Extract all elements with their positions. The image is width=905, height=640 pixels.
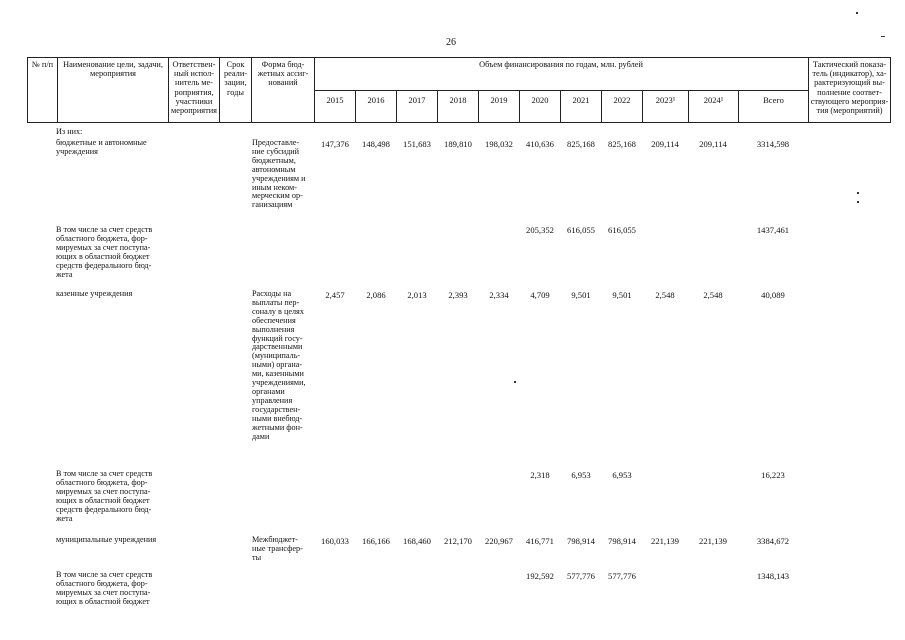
header-indicator: Тактический показа- тель (индикатор), ха- рактеризующий вы- полнение соответ- ствующего мероприя- тия (мероприятий) [810,60,889,116]
year-2021: 2021 [572,95,590,105]
header-responsible: Ответствен- ный испол- нитель ме- роприятия, участники мероприятия [171,60,217,116]
value-cell: 616,055 [567,225,595,235]
value-cell: 6,953 [571,470,591,480]
value-cell: 2,318 [530,470,550,480]
value-cell: 205,352 [526,225,554,235]
value-cell: 189,810 [444,139,472,149]
value-cell: 147,376 [321,139,349,149]
value-cell: 3384,672 [756,536,790,546]
row-1-name: бюджетные и автономные учреждения [56,138,147,156]
value-cell: 616,055 [608,225,636,235]
value-cell: 825,168 [567,139,595,149]
value-cell: 416,771 [526,536,554,546]
year-2018: 2018 [449,95,467,105]
value-cell: 220,967 [485,536,513,546]
value-cell: 221,139 [651,536,679,546]
value-cell: 16,223 [761,470,785,480]
row-3-form: Расходы на выплаты пер- соналу в целях обеспечения выполнения функций госу- дарственными (муниципаль- ными) органа- ми, казенными учреждениями, органами управления государствен- ными внебюд- жетными фон- дами [252,289,306,441]
value-cell: 168,460 [403,536,431,546]
year-2016: 2016 [367,95,385,105]
value-cell: 209,114 [651,139,679,149]
value-cell: 2,548 [655,290,675,300]
header-name: Наименование цели, задачи, мероприятия [63,60,163,79]
value-cell: 577,776 [608,571,636,581]
row-2-name: В том числе за счет средств областного бюджета, фор- мируемых за счет поступа- ющих в областной бюджет средств федерального бюд- жета [56,225,153,279]
value-cell: 2,548 [703,290,723,300]
value-cell: 221,139 [699,536,727,546]
value-cell: 2,013 [407,290,427,300]
value-cell: 798,914 [608,536,636,546]
value-cell: 212,170 [444,536,472,546]
value-cell: 148,498 [362,139,390,149]
value-cell: 2,086 [366,290,386,300]
value-cell: 1348,143 [756,571,790,581]
header-volume: Объем финансирования по годам, млн. рублей [479,60,643,69]
header-form: Форма бюд- жетных ассиг- нований [257,60,309,88]
value-cell: 9,501 [612,290,632,300]
scan-speck [514,381,516,383]
year-2022: 2022 [613,95,631,105]
row-5-form: Межбюджет- ные трансфер- ты [252,535,303,562]
value-cell: 2,457 [325,290,345,300]
row-0-name: Из них: [56,127,83,136]
value-cell: 6,953 [612,470,632,480]
value-cell: 209,114 [699,139,727,149]
value-cell: 192,592 [526,571,554,581]
value-cell: 410,636 [526,139,554,149]
row-1-form: Предоставле- ние субсидий бюджетным, автономным учреждениям и иным неком- мерческим ор- ганизациям [252,138,306,210]
row-6-name: В том числе за счет средств областного бюджета, фор- мируемых за счет поступа- ющих в областной бюджет [56,570,153,606]
value-cell: 151,683 [403,139,431,149]
year-2015: 2015 [326,95,344,105]
year-2020: 2020 [531,95,549,105]
value-cell: 577,776 [567,571,595,581]
value-cell: 40,089 [761,290,785,300]
page-number: 26 [446,37,456,48]
row-4-name: В том числе за счет средств областного бюджета, фор- мируемых за счет поступа- ющих в областной бюджет средств федерального бюд- жета [56,469,153,523]
row-3-name: казенные учреждения [56,289,133,298]
row-5-name: муниципальные учреждения [56,535,157,544]
value-cell: 166,166 [362,536,390,546]
scan-speck [881,36,885,37]
year-total: Всего [763,95,784,105]
value-cell: 198,032 [485,139,513,149]
value-cell: 825,168 [608,139,636,149]
value-cell: 9,501 [571,290,591,300]
value-cell: 1437,461 [756,225,790,235]
header-num: № п/п [31,60,54,69]
value-cell: 160,033 [321,536,349,546]
year-2019: 2019 [490,95,508,105]
scan-speck [857,192,859,194]
value-cell: 2,334 [489,290,509,300]
header-term: Срок реали- зации, годы [223,60,248,97]
value-cell: 798,914 [567,536,595,546]
scan-speck [857,201,859,203]
value-cell: 2,393 [448,290,468,300]
year-2023: 2023¹ [655,95,676,105]
value-cell: 3314,598 [756,139,790,149]
year-2024: 2024¹ [703,95,724,105]
scan-speck [856,12,858,14]
value-cell: 4,709 [530,290,550,300]
year-2017: 2017 [408,95,426,105]
